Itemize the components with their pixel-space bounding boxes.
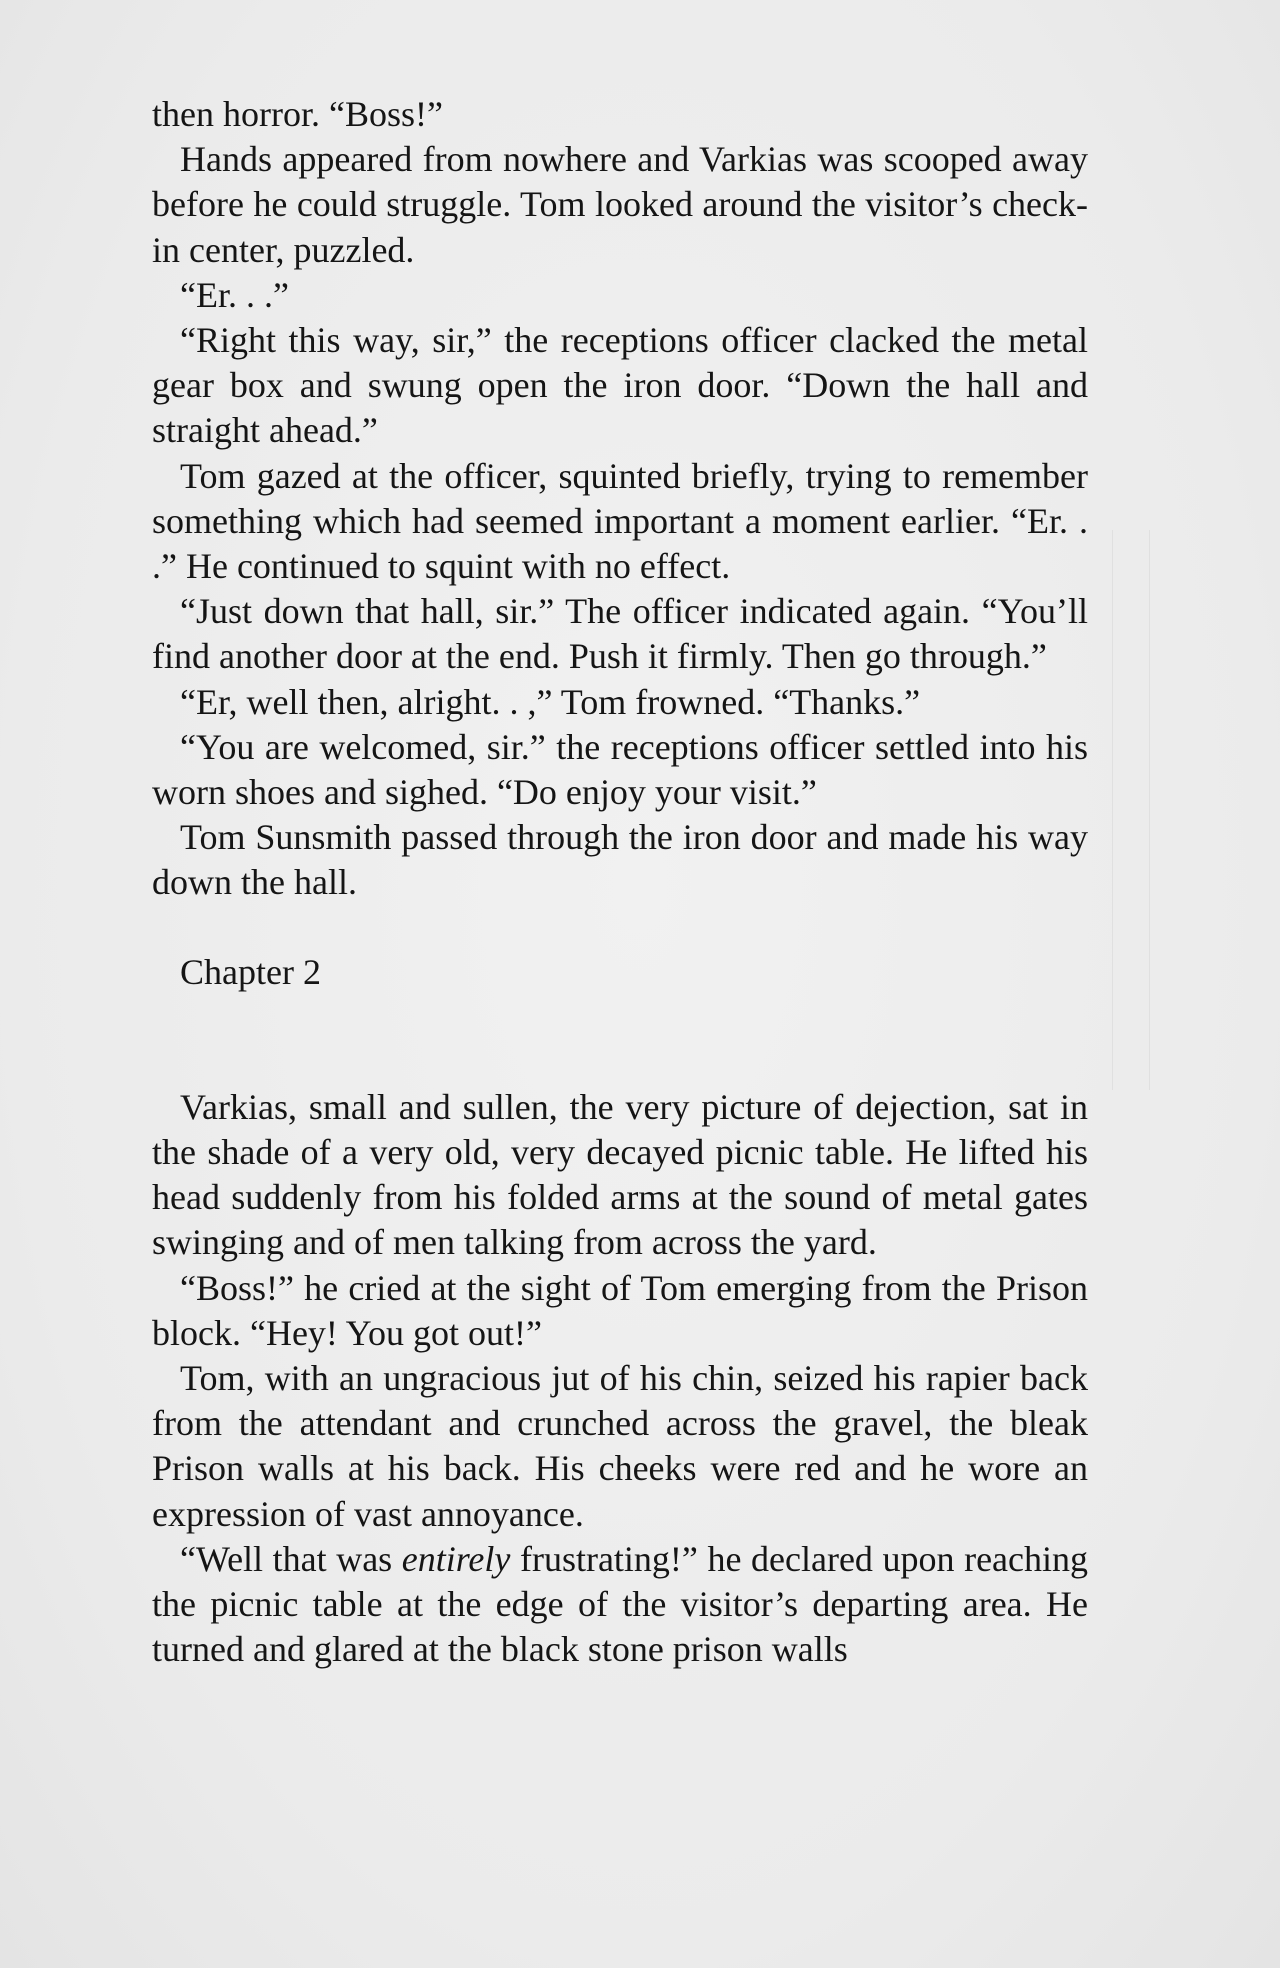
paragraph-last (152, 1537, 1088, 1673)
paragraph: “Er. . .” (180, 274, 289, 315)
paragraph: Tom Sunsmith passed through the iron door and made his way down the hall. (152, 817, 1088, 903)
paragraph: “Boss!” he cried at the sight of Tom emerging from the Prison block. “Hey! You got out!” (152, 1267, 1088, 1353)
page-text (152, 92, 1088, 1673)
paragraph: Hands appeared from nowhere and Varkias was scooped away before he could struggle. Tom looked around the visitor’s check-in center, puzzled. (152, 139, 1088, 270)
paragraph: Tom gazed at the officer, squinted briefly, trying to remember something which had seemed important a moment earlier. “Er. . .” He continued to squint with no effect. (152, 455, 1088, 587)
show-through-illustration (1112, 530, 1150, 1090)
emphasis-text: entirely (401, 1538, 511, 1579)
paragraph: “Er, well then, alright. . ,” Tom frowned. “Thanks.” (180, 681, 921, 722)
paragraph: then horror. “Boss!” (152, 94, 443, 134)
chapter-heading: Chapter 2 (180, 951, 321, 992)
text-run: frustrating!” he declared upon reaching the picnic table at the edge of the visitor’s departing area. He turned and glared at the black stone prison walls (152, 1538, 1089, 1670)
text-run: “Well that was (180, 1538, 402, 1579)
paragraph: “Right this way, sir,” the receptions officer clacked the metal gear box and swung open the iron door. “Down the hall and straight ahead.” (152, 320, 1088, 451)
paragraph: “You are welcomed, sir.” the receptions officer settled into his worn shoes and sighed. “Do enjoy your visit.” (152, 726, 1088, 813)
paragraph: “Just down that hall, sir.” The officer indicated again. “You’ll find another door at the end. Push it firmly. Then go through.” (152, 591, 1088, 677)
paragraph: Varkias, small and sullen, the very picture of dejection, sat in the shade of a very old, very decayed picnic table. He lifted his head suddenly from his folded arms at the sound of metal gates swinging and of men talking from across the yard. (152, 1086, 1088, 1263)
paragraph: Tom, with an ungracious jut of his chin, seized his rapier back from the attendant and crunched across the gravel, the bleak Prison walls at his back. His cheeks were red and he wore an expression of vast annoyance. (152, 1358, 1088, 1534)
